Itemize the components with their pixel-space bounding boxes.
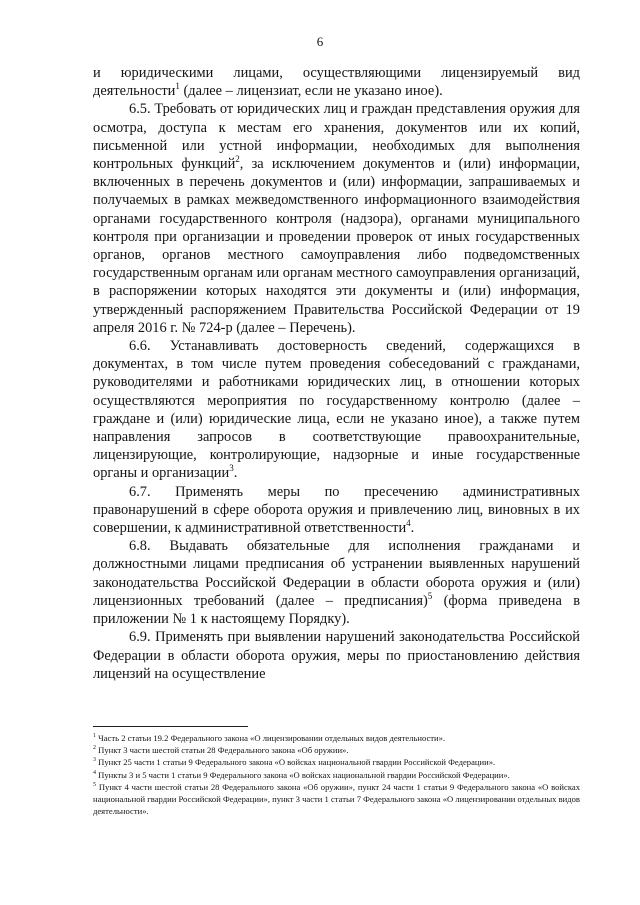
paragraph-text: и юридическими лицами, осуществляющими лицензируемый вид деятельности — [93, 65, 580, 100]
footnote-number: 1 — [93, 733, 96, 739]
footnote-text: Пункт 3 части шестой статьи 28 Федерального закона «Об оружии». — [98, 745, 349, 756]
footnote-text: Пункт 4 части шестой статьи 28 Федерального закона «Об оружии», пункт 24 части 1 статьи 9 Федерального закона «О войсках национальной гвардии Российской Федерации», пункт 3 части 1 статьи 7 Федерального закона «О лицензировании отдельных видов деятельности». — [93, 781, 580, 817]
footnote-text: Пункт 25 части 1 статьи 9 Федерального закона «О войсках национальной гвардии Российской Федерации». — [98, 757, 496, 768]
page-number: 6 — [316, 34, 324, 49]
paragraph-tail: . — [233, 465, 238, 482]
footnote-2 — [93, 744, 580, 756]
footnotes — [93, 732, 580, 817]
footnote-5 — [93, 781, 580, 818]
footnote-number: 5 — [93, 781, 96, 788]
paragraph-6-8 — [93, 537, 580, 628]
paragraph-6-6 — [93, 337, 580, 483]
paragraph-text: 6.6. Устанавливать достоверность сведений, содержащихся в документах, в том числе путем проведения собеседований с гражданами, руководителями и работниками юридических лиц, в отношении которых осуществляются мероприятия по государственному контролю (далее – граждане и (или) юридические лица, если не указано иное), а также путем направления запросов в соответствующие правоохранительные, лицензирующие, контролирующие, надзорные и иные государственные органы и организации — [93, 338, 580, 482]
paragraph-tail: (далее – лицензиат, если не указано иное). — [179, 83, 443, 100]
footnote-ref: 1 — [175, 81, 180, 92]
paragraph-6-9 — [93, 628, 580, 683]
footnote-ref: 5 — [427, 590, 433, 601]
footnote-separator — [93, 726, 248, 727]
paragraph-text: 6.7. Применять меры по пресечению административных правонарушений в сфере оборота оружия и привлечению лиц, виновных в их совершении, к административной ответственности — [93, 483, 580, 537]
paragraph-tail: , за исключением документов и (или) информации, включенных в перечень документов и (или) информации, запрашиваемых и получаемых в рамках межведомственного информационного взаимодействия органами государственного контроля (надзора), органами муниципального контроля при организации и проведении проверок от иных государственных органов, органов местного самоуправления либо подведомственных государственным органам или органам местного самоуправления организаций, в распоряжении которых находятся эти документы и (или) информация, утвержденный распоряжением Правительства Российской Федерации от 19 апреля 2016 г. № 724-р (далее – Перечень). — [93, 156, 581, 336]
footnote-4 — [93, 769, 580, 781]
footnote-1 — [93, 732, 580, 744]
paragraph-text: 6.9. Применять при выявлении нарушений законодательства Российской Федерации в области оборота оружия, меры по приостановлению действия лицензий на осуществление — [93, 629, 580, 682]
document-body — [93, 64, 580, 683]
footnote-text: Часть 2 статьи 19.2 Федерального закона «О лицензировании отдельных видов деятельности». — [98, 733, 446, 743]
footnote-ref: 2 — [235, 154, 240, 165]
paragraph-continuation — [93, 64, 580, 100]
paragraph-text: 6.5. Требовать от юридических лиц и граждан представления оружия для осмотра, доступа к местам его хранения, документов или их копий, письменной или устной информации, необходимых для выполнения контрольных функций — [93, 101, 580, 173]
footnote-3 — [93, 756, 580, 768]
paragraph-6-7 — [93, 483, 580, 538]
footnote-text: Пункты 3 и 5 части 1 статьи 9 Федерального закона «О войсках национальной гвардии Российской Федерации». — [98, 769, 510, 780]
footnote-number: 3 — [93, 757, 96, 764]
footnote-ref: 3 — [229, 463, 234, 474]
footnote-number: 4 — [93, 769, 96, 776]
paragraph-text: 6.8. Выдавать обязательные для исполнения гражданами и должностными лицами предписания об устранении выявленных нарушений законодательства Российской Федерации в области оборота оружия и (или) лицензионных требований (далее – предписания) — [93, 538, 580, 609]
paragraph-tail: (форма приведена в приложении № 1 к настоящему Порядку). — [93, 592, 580, 628]
paragraph-tail: . — [410, 520, 415, 537]
footnote-number: 2 — [93, 745, 96, 752]
paragraph-6-5 — [93, 100, 580, 337]
footnote-ref: 4 — [406, 518, 411, 529]
